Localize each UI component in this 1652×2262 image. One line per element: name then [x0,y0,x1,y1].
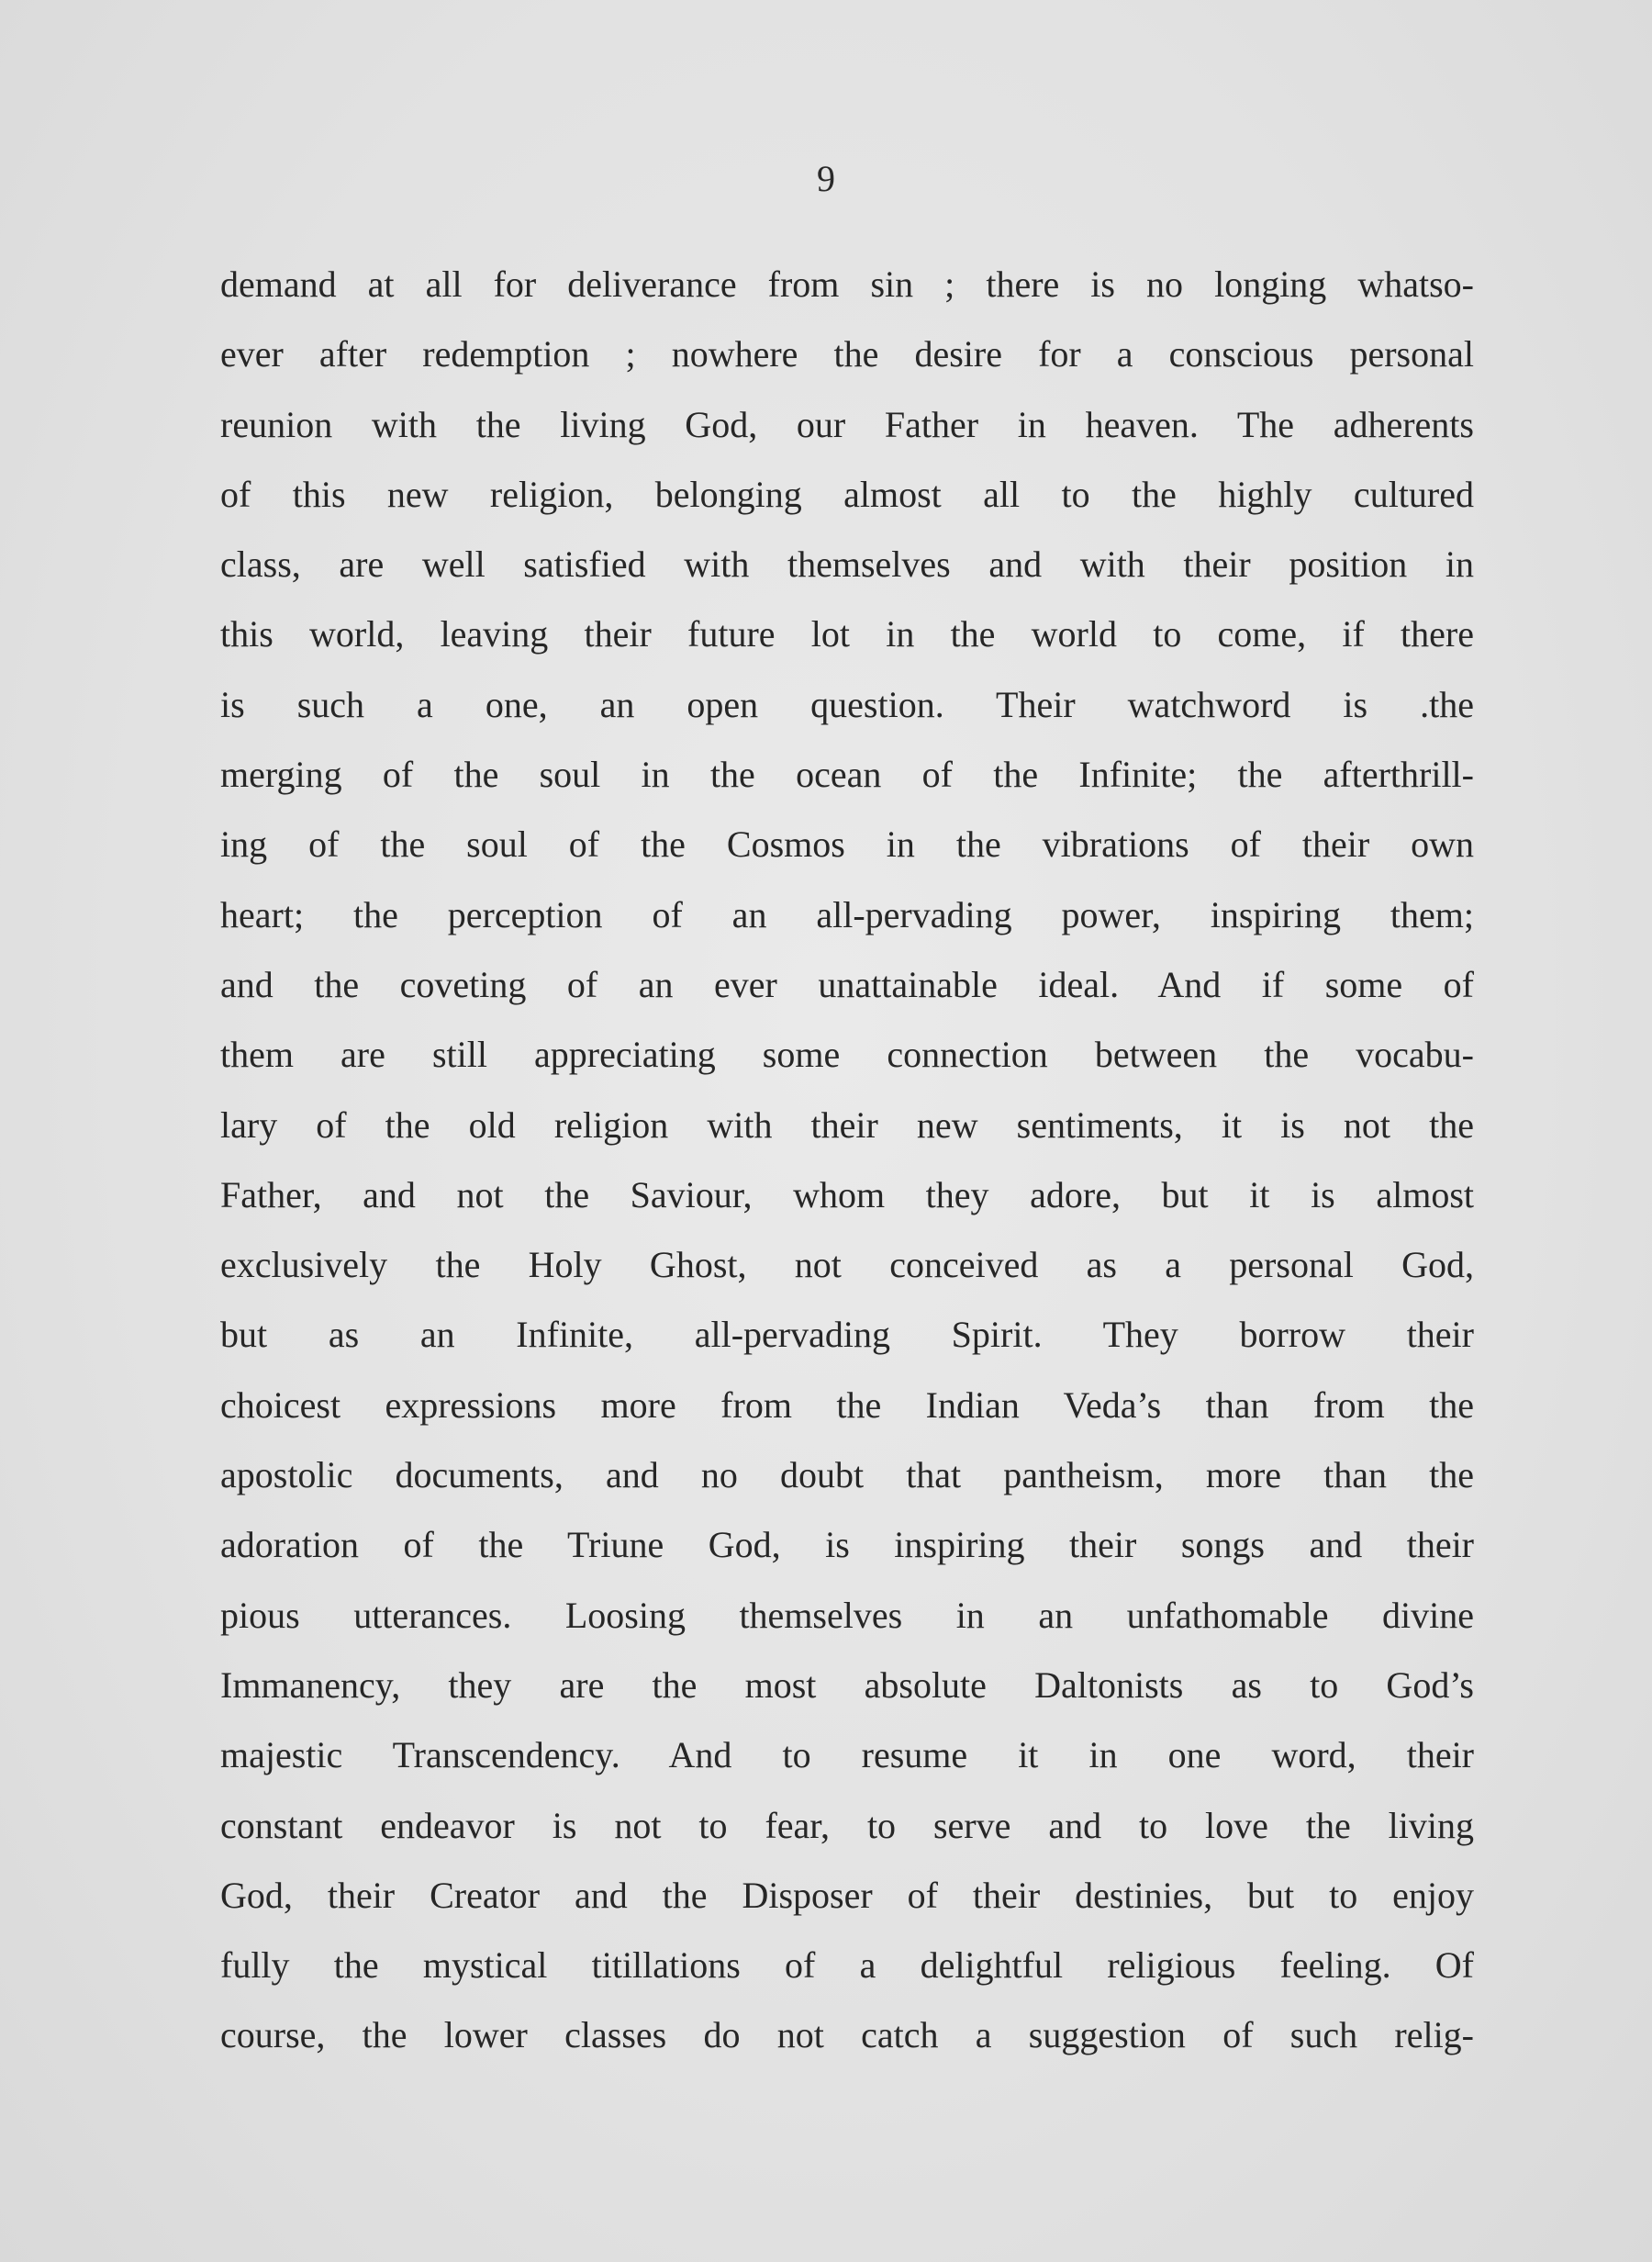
text-line: majestic Transcendency. And to resume it in one word, their [220,1734,1474,1776]
text-line: choicest expressions more from the Indian Veda’s than from the [220,1383,1474,1426]
text-line: pious utterances. Loosing themselves in an unfathomable divine [220,1594,1474,1636]
text-line: them are still appreciating some connection between the vocabu- [220,1034,1474,1076]
text-line: merging of the soul in the ocean of the Infinite; the afterthrill- [220,754,1474,796]
text-line: and the coveting of an ever unattainable ideal. And if some of [220,963,1474,1005]
text-line: lary of the old religion with their new sentiments, it is not the [220,1103,1474,1146]
text-line: Father, and not the Saviour, whom they adore, but it is almost [220,1173,1474,1215]
text-line: reunion with the living God, our Father in heaven. The adherents [220,403,1474,445]
text-line: ever after redemption ; nowhere the desire for a conscious personal [220,333,1474,375]
page-number: 9 [817,158,835,199]
text-line: class, are well satisfied with themselves and with their position in [220,543,1474,586]
text-line: of this new religion, belonging almost all to the highly cultured [220,473,1474,515]
text-line: demand at all for deliverance from sin ; there is no longing whatso- [220,263,1474,305]
text-line: God, their Creator and the Disposer of their destinies, but to enjoy [220,1874,1474,1916]
text-line: exclusively the Holy Ghost, not conceived as a personal God, [220,1244,1474,1286]
text-line: Immanency, they are the most absolute Daltonists as to God’s [220,1663,1474,1706]
text-line: this world, leaving their future lot in the world to come, if there [220,613,1474,655]
text-line: fully the mystical titillations of a delightful religious feeling. Of [220,1944,1474,1987]
text-line: ing of the soul of the Cosmos in the vibrations of their own [220,823,1474,866]
text-line: constant endeavor is not to fear, to serve and to love the living [220,1804,1474,1846]
text-line: course, the lower classes do not catch a suggestion of such relig- [220,2014,1474,2056]
text-line: is such a one, an open question. Their watchword is .the [220,683,1474,725]
text-line: but as an Infinite, all-pervading Spirit. They borrow their [220,1314,1474,1356]
text-line: apostolic documents, and no doubt that pantheism, more than the [220,1454,1474,1496]
body-text [220,250,1474,2071]
text-line: heart; the perception of an all-pervading power, inspiring them; [220,893,1474,935]
text-line: adoration of the Triune God, is inspiring their songs and their [220,1524,1474,1566]
